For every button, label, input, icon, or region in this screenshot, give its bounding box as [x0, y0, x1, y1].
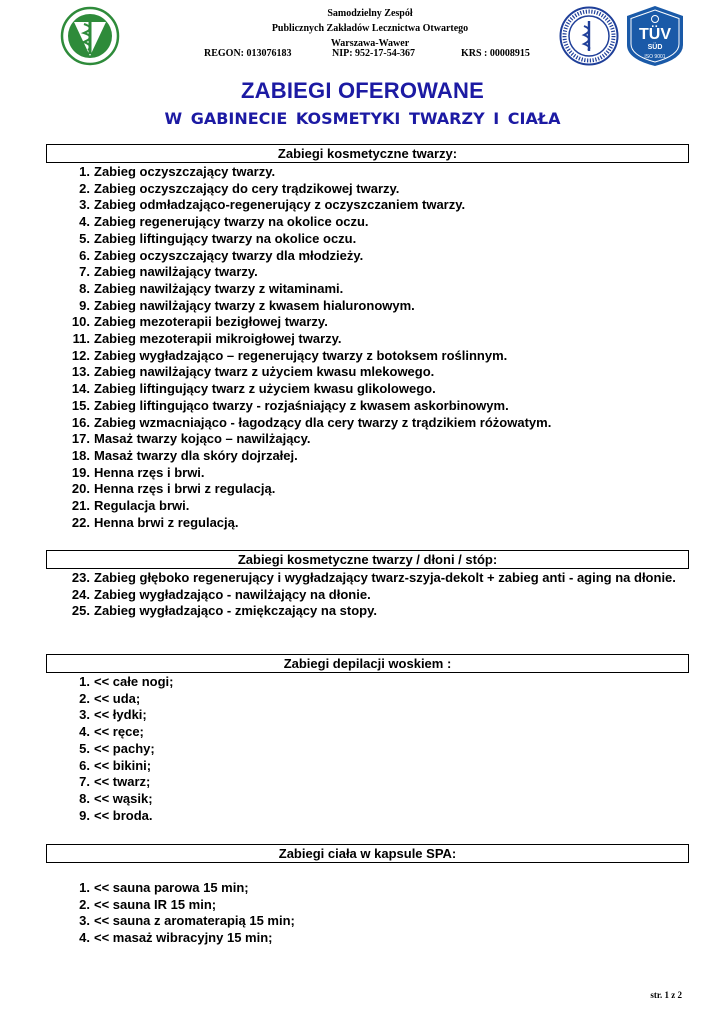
item-text: << ręce; [94, 724, 144, 740]
list-item [46, 498, 686, 515]
tuv-text: TÜV [639, 26, 671, 43]
item-text: << wąsik; [94, 790, 153, 806]
list-item [46, 197, 686, 214]
list-item [46, 264, 686, 281]
list-item [46, 381, 686, 398]
item-number: 3. [79, 913, 90, 929]
clinic-logo-icon [60, 6, 120, 66]
item-text: Masaż twarzy kojąco – nawilżający. [94, 431, 311, 447]
item-number: 3. [79, 707, 90, 723]
item-text: Zabieg liftingujący twarzy na okolice oczu. [94, 230, 357, 246]
item-text: Zabieg wygładzająco - zmiękczający na stopy. [94, 603, 377, 619]
item-text: Zabieg wzmacniająco - łagodzący dla cery twarzy z trądzikiem różowatym. [94, 414, 552, 430]
list-item [46, 880, 686, 897]
item-text: Zabieg oczyszczający twarzy. [94, 164, 276, 179]
item-text: Zabieg nawilżający twarz z użyciem kwasu mlekowego. [94, 364, 435, 380]
item-number: 24. [71, 586, 90, 602]
item-text: << sauna z aromaterapią 15 min; [94, 913, 295, 929]
item-text: Zabieg regenerujący twarzy na okolice oczu. [94, 214, 369, 230]
item-number: 14. [71, 381, 90, 397]
item-number: 16. [71, 414, 90, 430]
item-text: << sauna IR 15 min; [94, 896, 217, 912]
item-number: 15. [71, 397, 90, 413]
item-text: << masaż wibracyjny 15 min; [94, 930, 273, 946]
org-line-1: Samodzielny Zespół [327, 8, 413, 19]
item-number: 1. [79, 164, 90, 179]
item-number: 8. [79, 790, 90, 806]
item-text: Zabieg wygładzająco - nawilżający na dłonie. [94, 586, 371, 602]
list-item [46, 364, 686, 381]
list-item [46, 691, 686, 708]
list-item [46, 570, 686, 587]
item-number: 4. [79, 214, 90, 230]
page-subtitle: W GABINECIE KOSMETYKI TWARZY I CIAŁA [164, 109, 561, 128]
list-item [46, 741, 686, 758]
item-number: 2. [79, 690, 90, 706]
list-item [46, 724, 686, 741]
tuv-iso-text: ISO 9001 [644, 54, 666, 60]
tuv-sub-text: SÜD [647, 44, 663, 51]
list-item [46, 398, 686, 415]
item-number: 12. [71, 347, 90, 363]
list-item [46, 181, 686, 198]
registration-line [204, 48, 564, 62]
list-item [46, 774, 686, 791]
list-item [46, 930, 686, 947]
item-number: 22. [71, 514, 90, 530]
list-item [46, 603, 686, 620]
item-number: 9. [79, 297, 90, 313]
item-text: Zabieg odmładzająco-regenerujący z oczyszczaniem twarzy. [94, 197, 466, 213]
list-item [46, 298, 686, 315]
item-text: << łydki; [94, 707, 147, 723]
list-item [46, 481, 686, 498]
item-text: Zabieg oczyszczający do cery trądzikowej twarzy. [94, 180, 400, 196]
list-item [46, 331, 686, 348]
list-item [46, 248, 686, 265]
list-item [46, 707, 686, 724]
item-number: 8. [79, 280, 90, 296]
item-text: Zabieg liftingująco twarzy - rozjaśniający z kwasem askorbinowym. [94, 397, 509, 413]
list-item [46, 448, 686, 465]
item-text: Masaż twarzy dla skóry dojrzałej. [94, 447, 298, 463]
page-title: ZABIEGI OFEROWANE [241, 78, 484, 103]
list-item [46, 897, 686, 914]
item-text: Zabieg głęboko regenerujący i wygładzający twarz-szyja-dekolt + zabieg anti - aging na dłonie. [94, 570, 676, 585]
org-line-2: Publicznych Zakładów Lecznictwa Otwartego [271, 23, 469, 34]
list-item [46, 808, 686, 825]
nip-number: NIP: 952-17-54-367 [332, 48, 416, 59]
letterhead [0, 0, 725, 70]
medical-seal-icon [559, 6, 619, 66]
item-number: 9. [79, 807, 90, 823]
item-number: 2. [79, 896, 90, 912]
item-number: 1. [79, 880, 90, 895]
item-number: 19. [71, 464, 90, 480]
item-text: << pachy; [94, 740, 155, 756]
item-number: 10. [71, 314, 90, 330]
list-item [46, 791, 686, 808]
item-number: 7. [79, 774, 90, 790]
item-text: << uda; [94, 690, 141, 706]
list-item [46, 674, 686, 691]
krs-number: KRS : 00008915 [461, 48, 530, 59]
item-number: 25. [71, 603, 90, 619]
item-text: Zabieg wygładzająco – regenerujący twarzy z botoksem roślinnym. [94, 347, 508, 363]
spa-capsule-list [46, 880, 686, 947]
item-number: 4. [79, 724, 90, 740]
item-text: Zabieg nawilżający twarzy z kwasem hialuronowym. [94, 297, 415, 313]
section-heading-face: Zabiegi kosmetyczne twarzy: [46, 144, 689, 163]
item-text: << całe nogi; [94, 674, 174, 689]
item-number: 7. [79, 264, 90, 280]
list-item [46, 231, 686, 248]
item-number: 6. [79, 247, 90, 263]
item-number: 23. [71, 570, 90, 585]
tuv-certificate-icon [624, 5, 686, 67]
item-number: 11. [72, 331, 90, 347]
item-text: Zabieg liftingujący twarz z użyciem kwasu glikolowego. [94, 381, 436, 397]
list-item [46, 314, 686, 331]
face-hands-feet-treatments-list [46, 570, 686, 620]
list-item [46, 431, 686, 448]
list-item [46, 214, 686, 231]
item-number: 5. [79, 230, 90, 246]
item-text: Zabieg nawilżający twarzy. [94, 264, 258, 280]
regon-number: REGON: 013076183 [204, 48, 292, 59]
item-text: Zabieg oczyszczający twarzy dla młodzieży. [94, 247, 364, 263]
section-heading-waxing: Zabiegi depilacji woskiem : [46, 654, 689, 673]
item-number: 21. [71, 498, 90, 514]
org-line-3: Warszawa-Wawer [330, 38, 410, 49]
list-item [46, 758, 686, 775]
item-text: << sauna parowa 15 min; [94, 880, 249, 895]
item-number: 18. [71, 447, 90, 463]
list-item [46, 281, 686, 298]
item-text: Zabieg mezoterapii bezigłowej twarzy. [94, 314, 328, 330]
section-heading-spa-capsule: Zabiegi ciała w kapsule SPA: [46, 844, 689, 863]
item-text: Henna rzęs i brwi. [94, 464, 205, 480]
item-text: Zabieg nawilżający twarzy z witaminami. [94, 280, 344, 296]
item-text: Regulacja brwi. [94, 498, 190, 514]
page-number: str. 1 z 2 [650, 990, 682, 1000]
item-number: 4. [79, 930, 90, 946]
item-number: 13. [71, 364, 90, 380]
item-text: << broda. [94, 807, 153, 823]
organization-name [180, 6, 560, 51]
item-number: 3. [79, 197, 90, 213]
list-item [46, 415, 686, 432]
list-item [46, 164, 686, 181]
list-item [46, 913, 686, 930]
face-treatments-list [46, 164, 686, 531]
item-text: << bikini; [94, 757, 152, 773]
item-text: << twarz; [94, 774, 151, 790]
item-number: 17. [71, 431, 90, 447]
list-item [46, 587, 686, 604]
list-item [46, 515, 686, 532]
item-number: 1. [79, 674, 90, 689]
item-number: 5. [79, 740, 90, 756]
item-text: Zabieg mezoterapii mikroigłowej twarzy. [94, 331, 342, 347]
section-heading-face-hands-feet: Zabiegi kosmetyczne twarzy / dłoni / stóp: [46, 550, 689, 569]
item-number: 2. [79, 180, 90, 196]
item-text: Henna brwi z regulacją. [94, 514, 239, 530]
item-text: Henna rzęs i brwi z regulacją. [94, 481, 276, 497]
item-number: 20. [71, 481, 90, 497]
list-item [46, 348, 686, 365]
item-number: 6. [79, 757, 90, 773]
waxing-list [46, 674, 686, 824]
list-item [46, 465, 686, 482]
